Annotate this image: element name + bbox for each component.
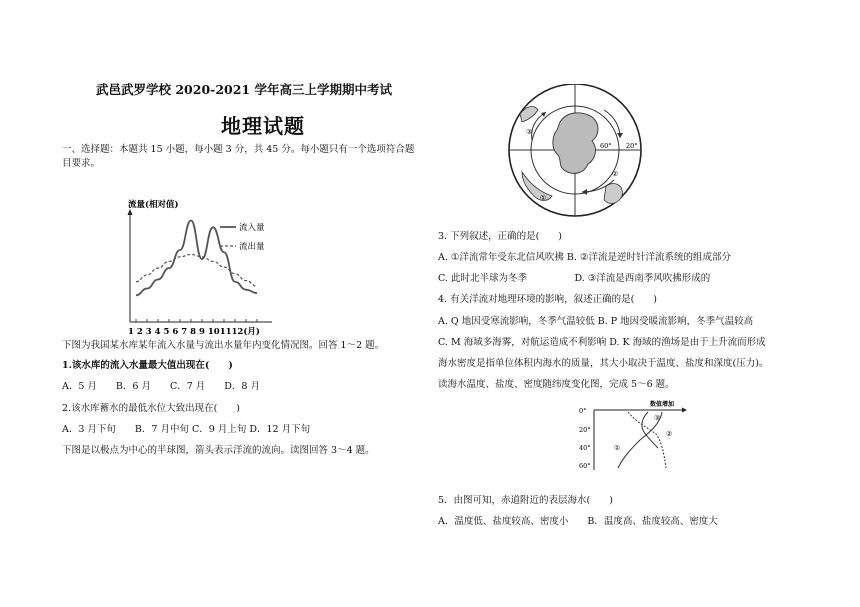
question-3-options-cd: C. 此时北半球为冬季 D. ③洋流是西南季风吹拂形成的 bbox=[438, 273, 711, 284]
question-2: 2.该水库蓄水的最低水位大致出现在( ) bbox=[62, 403, 240, 414]
question-3: 3. 下列叙述，正确的是( ) bbox=[438, 231, 562, 242]
current-marker-1: ① bbox=[540, 194, 547, 202]
question-5: 5．由图可知，赤道附近的表层海水( ) bbox=[438, 495, 613, 506]
question-5-options: A．温度低、盐度较高、密度小 B．温度高、盐度较高、密度大 bbox=[438, 516, 718, 527]
question-2-options: A．3 月下旬 B．7 月中旬 C．9 月上旬 D．12 月下旬 bbox=[62, 424, 311, 435]
question-1: 1.该水库的流入水量最大值出现在( ) bbox=[62, 360, 233, 371]
lat-label-0: 0° bbox=[579, 407, 587, 415]
latitude-label: 60° bbox=[600, 142, 612, 150]
polar-hemisphere-map bbox=[500, 84, 650, 220]
current-marker-3: ③ bbox=[526, 128, 533, 136]
arrow-head-2 bbox=[617, 133, 623, 138]
longitude-label: 20° bbox=[626, 142, 638, 150]
arrow-head-3 bbox=[582, 189, 587, 195]
question-3-options-ab: A. ①洋流常年受东北信风吹拂 B. ②洋流是逆时针洋流系统的组成部分 bbox=[438, 252, 731, 263]
chart3-top-axis-arrow bbox=[682, 408, 687, 413]
lat-label-20: 20° bbox=[579, 426, 591, 434]
question-4-options-ab: A. Q 地因受寒流影响，冬季气温较低 B. P 地因受暖流影响，冬季气温较高 bbox=[438, 316, 754, 327]
curve-3-label: ③ bbox=[654, 414, 661, 422]
density-intro-line1: 海水密度是指单位体积内海水的质量，其大小取决于温度、盐度和深度(压力)。 bbox=[438, 358, 769, 369]
curve-1-label: ① bbox=[614, 444, 621, 452]
question-4-options-cd: C. M 海域多海雾，对航运造成不利影响 D. K 海域的渔场是由于上升流而形成 bbox=[438, 337, 766, 348]
density-intro-line2: 读海水温度、盐度、密度随纬度变化图，完成 5～6 题。 bbox=[438, 379, 675, 390]
question-intro-1-2: 下图为我国某水库某年流入水量与流出水量年内变化情况图。回答 1～2 题。 bbox=[62, 340, 385, 351]
question-4: 4. 有关洋流对地理环境的影响，叙述正确的是( ) bbox=[438, 294, 657, 305]
legend-inflow-label: 流入量 bbox=[239, 223, 265, 233]
current-marker-2: ② bbox=[612, 170, 619, 178]
continent-fragment-se bbox=[604, 184, 622, 204]
exam-header: 武邑武罗学校 2020-2021 学年高三上学期期中考试 bbox=[96, 82, 392, 97]
curve-2-line bbox=[628, 412, 666, 468]
chart-ylabel: 流量(相对值) bbox=[128, 200, 179, 210]
section1-line2: 目要求。 bbox=[62, 158, 101, 169]
question-1-options: A．5 月 B．6 月 C．7 月 D．8 月 bbox=[62, 381, 260, 392]
curve-2-label: ② bbox=[666, 430, 673, 438]
legend-outflow-label: 流出量 bbox=[239, 242, 265, 252]
antarctica-landmass bbox=[553, 113, 598, 174]
reservoir-flow-chart bbox=[122, 196, 282, 338]
chart-xlabel: 1 2 3 4 5 6 7 8 9 101112(月) bbox=[128, 327, 260, 337]
question-intro-3-4: 下图是以极点为中心的半球图，箭头表示洋流的流向。读图回答 3～4 题。 bbox=[62, 445, 375, 456]
lat-label-60: 60° bbox=[579, 462, 591, 470]
chart3-top-label: 数值增加 bbox=[650, 401, 675, 408]
exam-subject-title: 地理试题 bbox=[221, 114, 305, 138]
section1-line1: 一、选择题：本题共 15 小题，每小题 3 分，共 45 分。每小题只有一个选项符合题 bbox=[62, 144, 415, 155]
lat-label-40: 40° bbox=[579, 444, 591, 452]
temp-salinity-density-chart bbox=[578, 398, 690, 480]
continent-fragment-sw bbox=[522, 172, 552, 201]
